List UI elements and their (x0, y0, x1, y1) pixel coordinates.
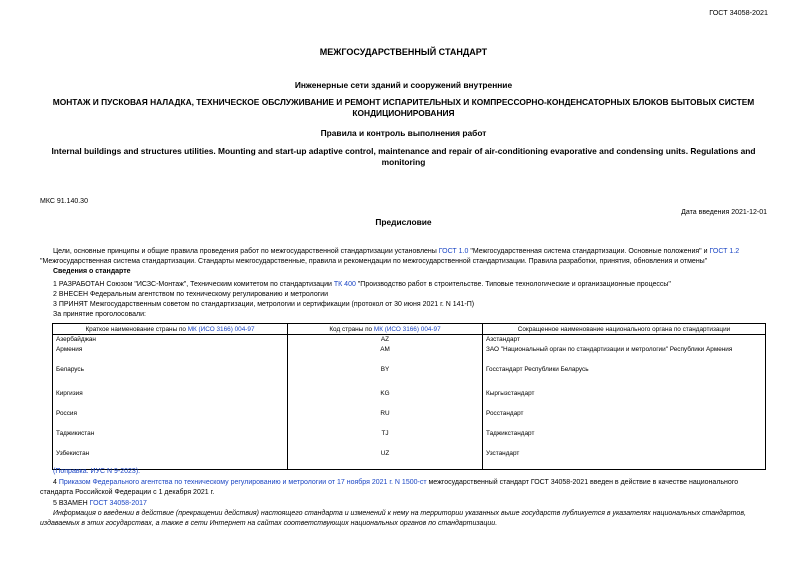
table-header-row (53, 324, 766, 335)
table-row (53, 449, 766, 469)
table-row (53, 345, 766, 365)
item4-text: межгосударственный стандарт ГОСТ 34058-2021 введен в действие в качестве национального стандарта Российской Федерации с 1 декабря 2021 г. (40, 479, 739, 496)
country-code-cell: UZ (288, 449, 483, 469)
standard-type: МЕЖГОСУДАРСТВЕННЫЙ СТАНДАРТ (319, 47, 488, 57)
country-code-cell: BY (288, 365, 483, 389)
item-1 (53, 281, 671, 288)
tk-400-link[interactable]: ТК 400 (333, 281, 356, 288)
subtitle: Инженерные сети зданий и сооружений внутренние (294, 80, 513, 90)
standards-body-cell: Росстандарт (483, 409, 766, 429)
table-row (53, 429, 766, 449)
country-cell: Киргизия (53, 389, 288, 409)
country-cell: Азербайджан (53, 335, 288, 346)
p1-text-b: "Межгосударственная система стандартизации. Основные положения" и (468, 248, 710, 255)
standards-body-cell: Азстандарт (483, 335, 766, 346)
table-row (53, 365, 766, 389)
header-country-text: Краткое наименование страны по (85, 325, 188, 333)
standards-body-cell: Кыргызстандарт (483, 389, 766, 409)
gost-1-0-link[interactable]: ГОСТ 1.0 (438, 248, 469, 255)
gost-1-2-link[interactable]: ГОСТ 1.2 (709, 248, 740, 255)
preface-paragraph (40, 247, 767, 266)
country-cell: Россия (53, 409, 288, 429)
standards-body-cell: Таджикстандарт (483, 429, 766, 449)
p1-text-c: "Межгосударственная система стандартизации. Стандарты межгосударственные, правила и рекомендации по межгосударственной стандартизации. Правила разработки, принятия, обновления и отмены" (40, 257, 708, 265)
table-row (53, 335, 766, 346)
item-5 (40, 499, 767, 509)
voted-label: За принятие проголосовали: (53, 311, 146, 318)
rules-title: Правила и контроль выполнения работ (320, 128, 487, 138)
country-code-cell: TJ (288, 429, 483, 449)
item-6 (40, 509, 767, 528)
p1-text-a: Цели, основные принципы и общие правила проведения работ по межгосударственной стандартизации установлены (53, 248, 439, 255)
country-code-cell: AM (288, 345, 483, 365)
header-code-text: Код страны по (329, 325, 374, 333)
mk-iso-link[interactable]: МК (ИСО 3166) 004-97 (187, 325, 255, 333)
item1-text-a: 1 РАЗРАБОТАН Союзом "ИСЗС-Монтаж", Техническим комитетом по стандартизации (53, 281, 334, 288)
order-link[interactable]: Приказом Федерального агентства по техническому регулированию и метрологии от 17 ноября 2021 г. N 1500-ст (58, 479, 427, 486)
table-row (53, 389, 766, 409)
header-code (288, 324, 483, 335)
item4-num: 4 (53, 479, 59, 486)
amendment-link[interactable]: (Поправка. ИУС N 9-2023). (53, 468, 141, 475)
main-title: МОНТАЖ И ПУСКОВАЯ НАЛАДКА, ТЕХНИЧЕСКОЕ ОБСЛУЖИВАНИЕ И РЕМОНТ ИСПАРИТЕЛЬНЫХ И КОМПРЕССОРНО-КОНДЕНСАТОРНЫХ БЛОКОВ БЫТОВЫХ СИСТЕМ КОНДИЦИОНИРОВАНИЯ (52, 97, 755, 118)
item-2: 2 ВНЕСЕН Федеральным агентством по техническому регулированию и метрологии (53, 291, 329, 298)
standards-body-cell: Госстандарт Республики Беларусь (483, 365, 766, 389)
standards-body-cell: ЗАО "Национальный орган по стандартизации и метрологии" Республики Армения (483, 345, 766, 365)
countries-table (52, 323, 766, 470)
table-row (53, 409, 766, 429)
header-country (53, 324, 288, 335)
amendment-paragraph (40, 467, 767, 477)
item5-text: 5 ВЗАМЕН (53, 500, 90, 507)
item6-text: Информация о введении в действие (прекращении действия) настоящего стандарта и изменений к нему на территории указанных выше государств публикуется в указателях национальных стандартов, издаваемых в этих государствах, а также в сети Интернет на сайтах соответствующих национальных органов по стандартизации. (40, 510, 746, 527)
gost-number: ГОСТ 34058-2021 (709, 8, 768, 17)
item-3: 3 ПРИНЯТ Межгосударственным советом по стандартизации, метрологии и сертификации (протокол от 30 июня 2021 г. N 141-П) (53, 301, 475, 308)
gost-34058-2017-link[interactable]: ГОСТ 34058-2017 (89, 500, 147, 507)
english-title: Internal buildings and structures utilities. Mounting and start-up adaptive control, maintenance and repair of air-conditioning evaporative and condensing units. Regulations and monitoring (51, 146, 756, 167)
country-cell: Таджикистан (53, 429, 288, 449)
header-body: Сокращенное наименование национального органа по стандартизации (483, 324, 766, 335)
country-code-cell: AZ (288, 335, 483, 346)
item-4 (40, 478, 767, 497)
preface-title: Предисловие (375, 217, 432, 227)
standard-info-title: Сведения о стандарте (53, 268, 131, 275)
country-code-cell: KG (288, 389, 483, 409)
item1-text-b: "Производство работ в строительстве. Типовые технологические и организационные процессы" (355, 281, 671, 288)
country-code-cell: RU (288, 409, 483, 429)
country-cell: Армения (53, 345, 288, 365)
country-cell: Узбекистан (53, 449, 288, 469)
mk-iso-link[interactable]: МК (ИСО 3166) 004-97 (373, 325, 441, 333)
standards-body-cell: Узстандарт (483, 449, 766, 469)
country-cell: Беларусь (53, 365, 288, 389)
intro-date: Дата введения 2021-12-01 (681, 209, 767, 216)
mks-code: МКС 91.140.30 (40, 198, 88, 205)
